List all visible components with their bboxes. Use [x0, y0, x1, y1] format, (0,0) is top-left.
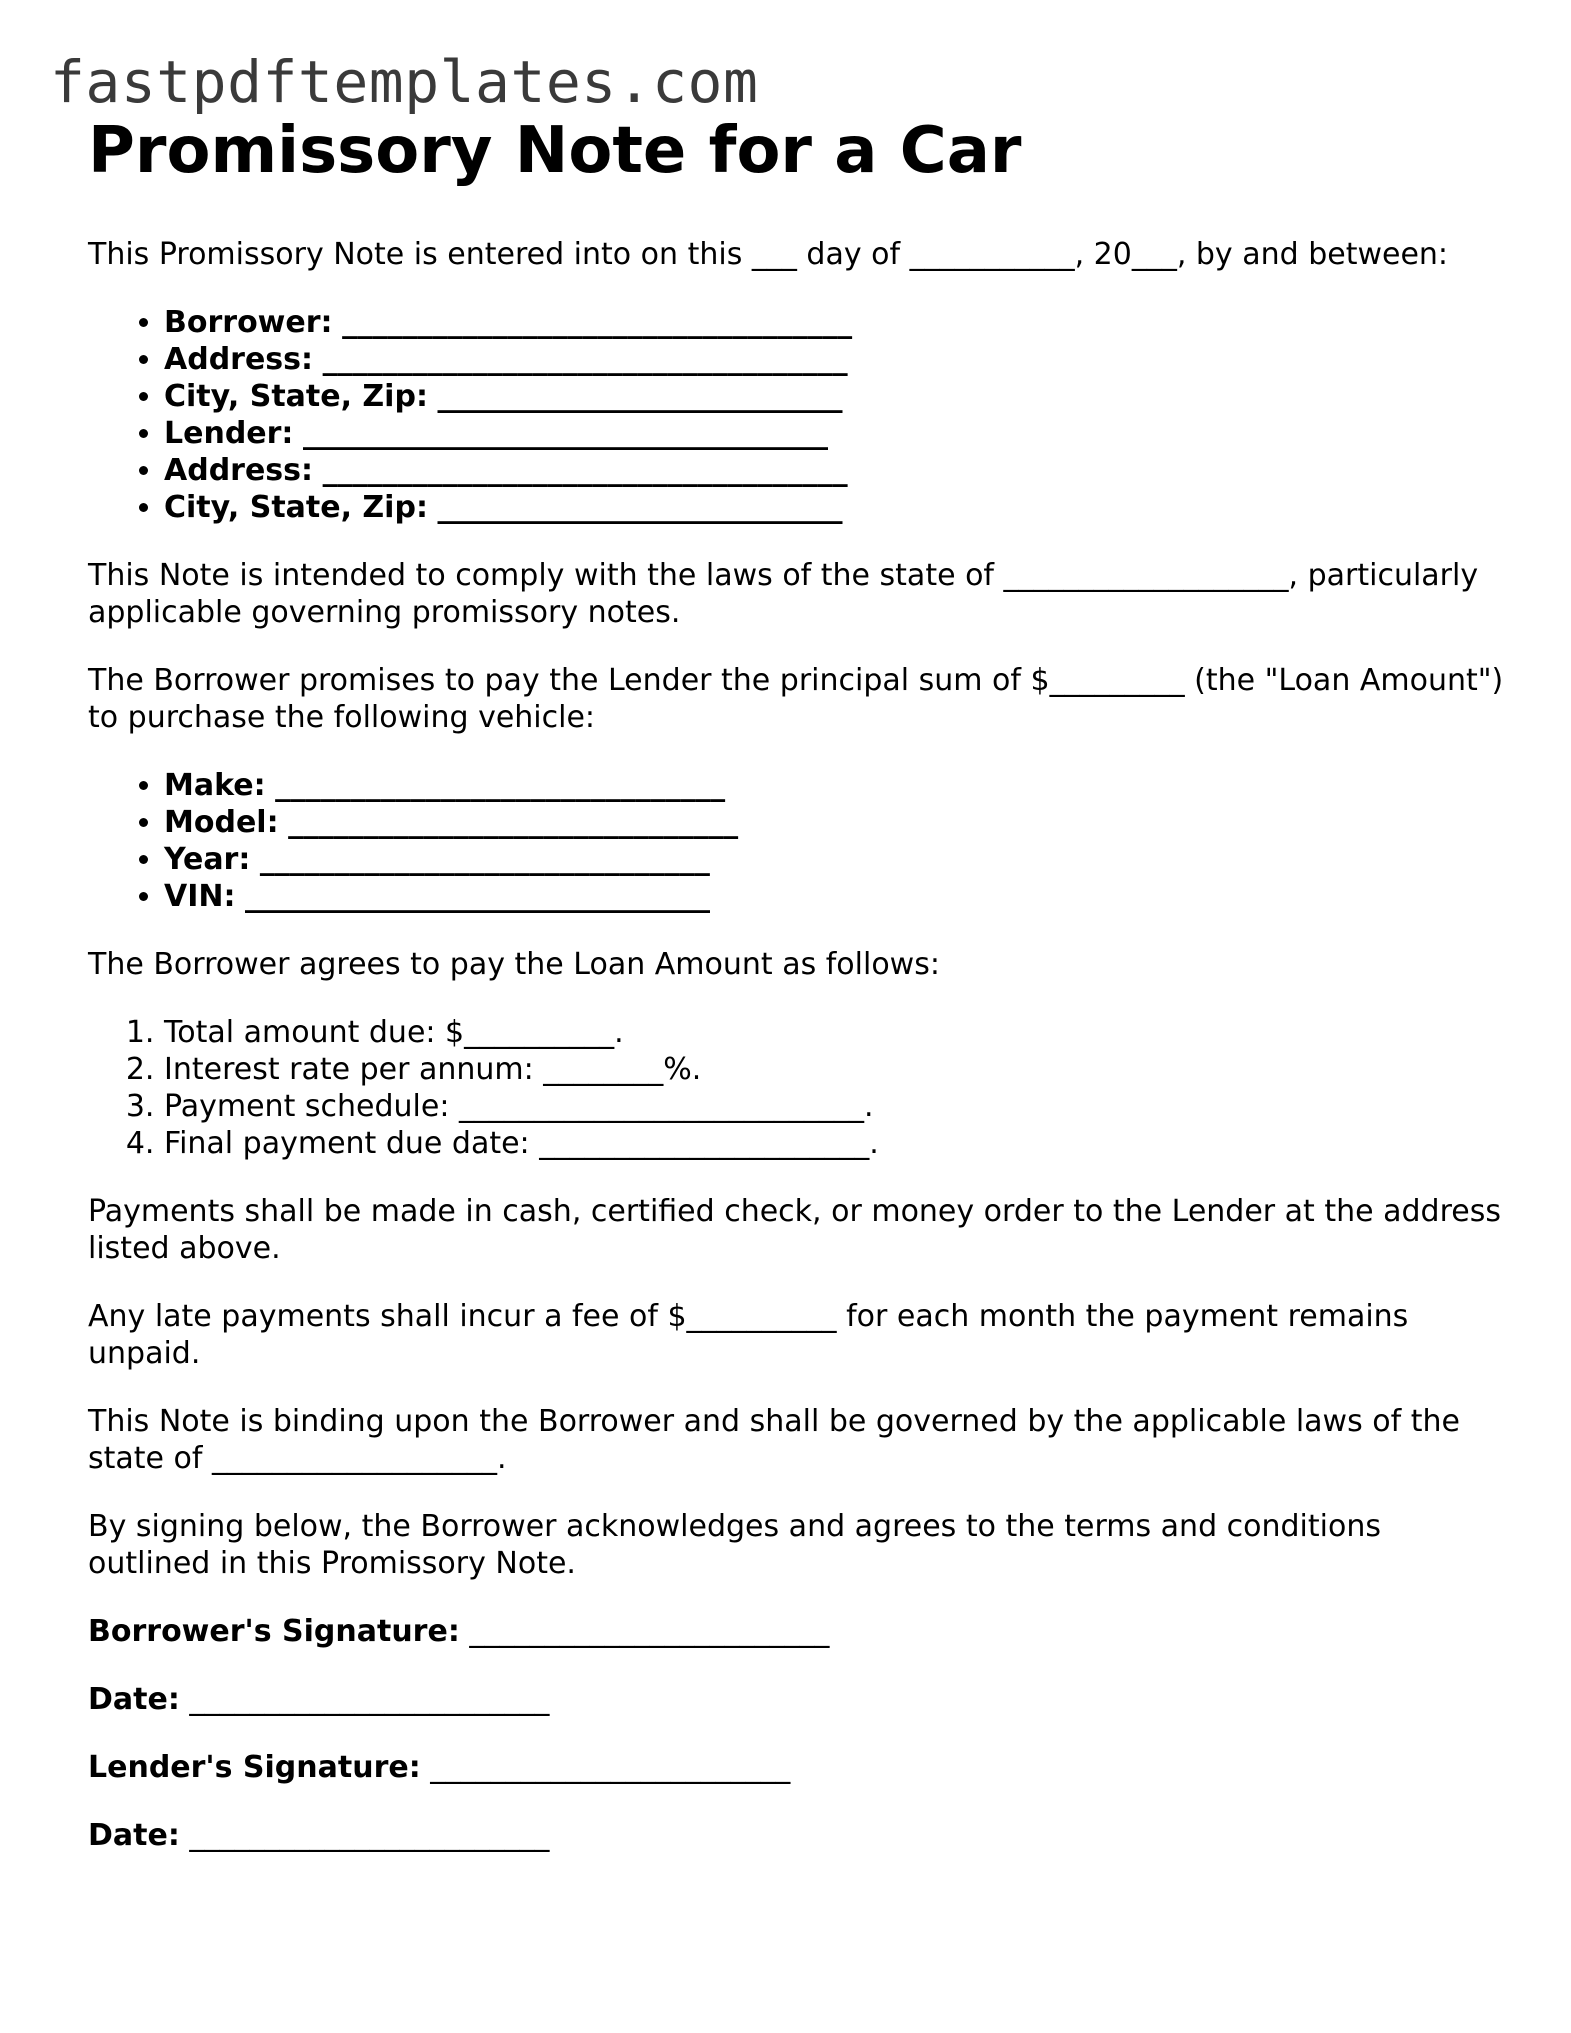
field-blank: ___________________________________: [322, 342, 848, 377]
field-blank: ___________________________: [437, 379, 843, 414]
field-blank: ______________________________: [259, 842, 710, 877]
borrower-signature-blank: ________________________: [469, 1614, 830, 1649]
field-blank: __________________________________: [342, 305, 853, 340]
list-item: [164, 804, 1508, 841]
parties-list: [88, 304, 1508, 526]
borrower-signature-line: [88, 1613, 1508, 1650]
field-label: Borrower:: [164, 305, 333, 340]
field-label: Year:: [164, 842, 251, 877]
date-blank: ________________________: [189, 1818, 550, 1853]
field-label: VIN:: [164, 879, 236, 914]
document-page: [88, 110, 1508, 1885]
list-item: [164, 415, 1508, 452]
field-blank: ______________________________: [288, 805, 739, 840]
payment-method-paragraph: Payments shall be made in cash, certified check, or money order to the Lender at the address listed above.: [88, 1194, 1501, 1266]
field-label: Address:: [164, 342, 314, 377]
document-title: Promissory Note for a Car: [88, 114, 1022, 188]
field-blank: ___________________________: [437, 490, 843, 525]
field-label: Model:: [164, 805, 279, 840]
list-item: 1. Total amount due: $__________.: [164, 1014, 1508, 1051]
date-blank: ________________________: [189, 1682, 550, 1717]
list-item: [164, 378, 1508, 415]
list-item: 2. Interest rate per annum: ________%.: [164, 1051, 1508, 1088]
compliance-paragraph: This Note is intended to comply with the laws of the state of ___________________, particularly applicable governing promissory notes.: [88, 558, 1479, 630]
intro-paragraph: This Promissory Note is entered into on this ___ day of ___________, 20___, by and between:: [88, 237, 1449, 272]
field-label: Make:: [164, 768, 266, 803]
list-item: [164, 452, 1508, 489]
date-label: Date:: [88, 1818, 180, 1853]
field-blank: ___________________________________: [322, 453, 848, 488]
date-label: Date:: [88, 1682, 180, 1717]
list-item: [164, 841, 1508, 878]
borrower-signature-label: Borrower's Signature:: [88, 1614, 460, 1649]
late-fee-paragraph: Any late payments shall incur a fee of $__________ for each month the payment remains unpaid.: [88, 1299, 1409, 1371]
list-item: [164, 304, 1508, 341]
signature-block: [88, 1613, 1508, 1854]
field-label: City, State, Zip:: [164, 490, 428, 525]
list-item: 4. Final payment due date: ______________________.: [164, 1125, 1508, 1162]
field-label: City, State, Zip:: [164, 379, 428, 414]
watermark: fastpdftemplates.com: [50, 48, 759, 116]
field-blank: ___________________________________: [302, 416, 828, 451]
list-item: [164, 767, 1508, 804]
acknowledgement-paragraph: By signing below, the Borrower acknowledges and agrees to the terms and conditions outlined in this Promissory Note.: [88, 1509, 1381, 1581]
lender-signature-blank: ________________________: [430, 1750, 791, 1785]
payment-terms-list: [88, 1014, 1508, 1162]
list-item: [164, 341, 1508, 378]
payment-intro-paragraph: The Borrower agrees to pay the Loan Amount as follows:: [88, 947, 940, 982]
lender-signature-label: Lender's Signature:: [88, 1750, 421, 1785]
binding-paragraph: This Note is binding upon the Borrower and shall be governed by the applicable laws of the state of ___________________.: [88, 1404, 1460, 1476]
list-item: 3. Payment schedule: ___________________________.: [164, 1088, 1508, 1125]
lender-signature-line: [88, 1749, 1508, 1786]
field-label: Address:: [164, 453, 314, 488]
list-item: [164, 878, 1508, 915]
field-blank: ______________________________: [275, 768, 726, 803]
vehicle-list: [88, 767, 1508, 915]
list-item: [164, 489, 1508, 526]
field-label: Lender:: [164, 416, 294, 451]
lender-date-line: [88, 1817, 1508, 1854]
field-blank: _______________________________: [245, 879, 711, 914]
principal-paragraph: The Borrower promises to pay the Lender the principal sum of $_________ (the "Loan Amount") to purchase the following vehicle:: [88, 663, 1504, 735]
borrower-date-line: [88, 1681, 1508, 1718]
